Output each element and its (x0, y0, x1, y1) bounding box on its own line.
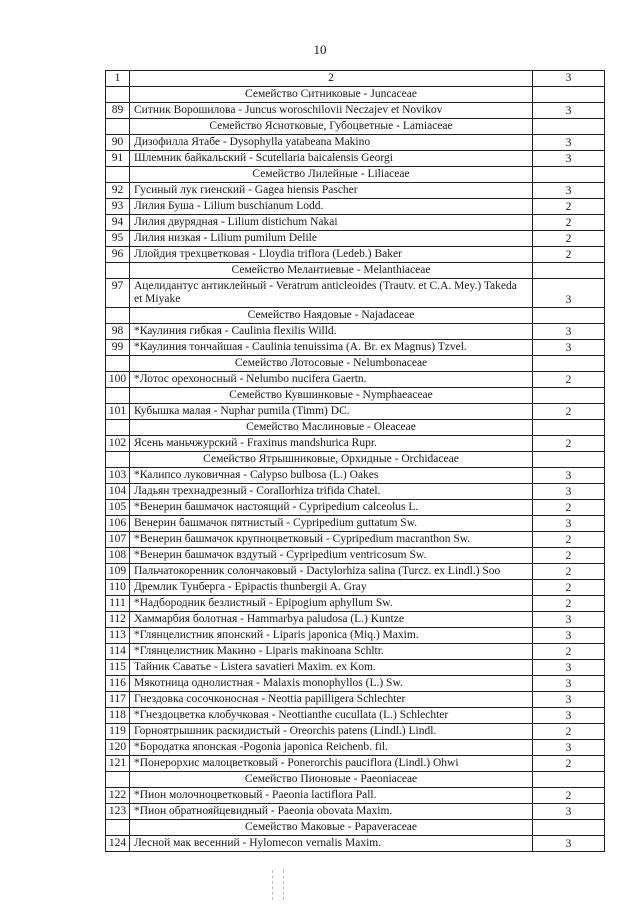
rarity-category: 2 (533, 500, 605, 516)
species-row (106, 231, 605, 247)
species-name: Гнездовка сосочконосная - Neottia papilligera Schlechter (130, 692, 533, 708)
family-empty-cell (106, 388, 130, 404)
family-row (106, 356, 605, 372)
species-name: *Гнездоцветка клобучковая - Neottianthe cucullata (L.) Schlechter (130, 708, 533, 724)
species-number: 122 (106, 788, 130, 804)
rarity-category: 2 (533, 756, 605, 772)
species-row (106, 247, 605, 263)
family-empty-cell (106, 452, 130, 468)
species-number: 121 (106, 756, 130, 772)
family-name: Семейство Маслиновые - Oleaceae (130, 420, 533, 436)
species-number: 102 (106, 436, 130, 452)
species-row (106, 724, 605, 740)
family-name: Семейство Наядовые - Najadaceae (130, 308, 533, 324)
family-empty-cell (106, 87, 130, 103)
family-row (106, 119, 605, 135)
rarity-category: 3 (533, 740, 605, 756)
rarity-category: 2 (533, 580, 605, 596)
rarity-category: 2 (533, 436, 605, 452)
species-row (106, 612, 605, 628)
species-row (106, 660, 605, 676)
species-table-container (105, 70, 605, 852)
rarity-category: 3 (533, 324, 605, 340)
family-empty-cell (106, 356, 130, 372)
species-row (106, 135, 605, 151)
species-name: *Пион обратнояйцевидный - Paeonia obovata Maxim. (130, 804, 533, 820)
rarity-category: 3 (533, 135, 605, 151)
species-number: 119 (106, 724, 130, 740)
rarity-category: 2 (533, 404, 605, 420)
family-empty-cell (533, 308, 605, 324)
species-row (106, 215, 605, 231)
family-empty-cell (533, 356, 605, 372)
species-number: 89 (106, 103, 130, 119)
family-name: Семейство Мелантиевые - Melanthiaceae (130, 263, 533, 279)
species-row (106, 340, 605, 356)
rarity-category: 2 (533, 215, 605, 231)
red-book-species-table (105, 70, 605, 852)
species-number: 98 (106, 324, 130, 340)
species-number: 106 (106, 516, 130, 532)
species-name: Дизофилла Ятабе - Dysophylla yatabeana Makino (130, 135, 533, 151)
rarity-category: 3 (533, 516, 605, 532)
rarity-category: 3 (533, 279, 605, 308)
family-empty-cell (106, 820, 130, 836)
species-number: 120 (106, 740, 130, 756)
species-row (106, 436, 605, 452)
species-row (106, 516, 605, 532)
species-name: Пальчатокоренник солончаковый - Dactylorhiza salina (Turcz. ex Lindl.) Soo (130, 564, 533, 580)
species-name: Ладьян трехнадрезный - Corallorhiza trifida Chatel. (130, 484, 533, 500)
species-row (106, 692, 605, 708)
species-number: 114 (106, 644, 130, 660)
species-number: 101 (106, 404, 130, 420)
family-row (106, 388, 605, 404)
family-row (106, 452, 605, 468)
species-row (106, 740, 605, 756)
species-number: 103 (106, 468, 130, 484)
species-row (106, 324, 605, 340)
rarity-category: 3 (533, 183, 605, 199)
family-row (106, 167, 605, 183)
family-name: Семейство Ситниковые - Juncaceae (130, 87, 533, 103)
family-empty-cell (106, 420, 130, 436)
species-number: 95 (106, 231, 130, 247)
family-name: Семейство Маковые - Papaveraceae (130, 820, 533, 836)
species-row (106, 804, 605, 820)
species-row (106, 183, 605, 199)
rarity-category: 3 (533, 660, 605, 676)
species-name: *Венерин башмачок крупноцветковый - Cypripedium macranthon Sw. (130, 532, 533, 548)
rarity-category: 3 (533, 676, 605, 692)
species-row (106, 564, 605, 580)
family-row (106, 820, 605, 836)
species-name: Гусиный лук гиенский - Gagea hiensis Pascher (130, 183, 533, 199)
species-row (106, 532, 605, 548)
header-col-name: 2 (130, 71, 533, 87)
species-row (106, 788, 605, 804)
species-name: Ситник Ворошилова - Juncus woroschilovii Neczajev et Novikov (130, 103, 533, 119)
species-number: 91 (106, 151, 130, 167)
species-row (106, 676, 605, 692)
rarity-category: 2 (533, 231, 605, 247)
rarity-category: 2 (533, 724, 605, 740)
species-number: 123 (106, 804, 130, 820)
table-header-row (106, 71, 605, 87)
species-number: 111 (106, 596, 130, 612)
species-name: *Бородатка японская -Pogonia japonica Reichenb. fil. (130, 740, 533, 756)
family-row (106, 420, 605, 436)
species-name: *Каулиния тончайшая - Caulinia tenuissima (A. Br. ex Magnus) Tzvel. (130, 340, 533, 356)
rarity-category: 2 (533, 596, 605, 612)
species-row (106, 836, 605, 852)
species-name: *Понерорхис малоцветковый - Ponerorchis pauciflora (Lindl.) Ohwi (130, 756, 533, 772)
rarity-category: 3 (533, 692, 605, 708)
species-row (106, 151, 605, 167)
rarity-category: 3 (533, 340, 605, 356)
species-row (106, 580, 605, 596)
species-number: 92 (106, 183, 130, 199)
species-name: Мякотница однолистная - Malaxis monophyllos (L.) Sw. (130, 676, 533, 692)
species-name: *Лотос орехоносный - Nelumbo nucifera Gaertn. (130, 372, 533, 388)
rarity-category: 2 (533, 788, 605, 804)
species-number: 109 (106, 564, 130, 580)
family-row (106, 772, 605, 788)
species-number: 112 (106, 612, 130, 628)
species-name: Хаммарбия болотная - Hammarbya paludosa (L.) Kuntze (130, 612, 533, 628)
species-name: Лилия Буша - Lilium buschianum Lodd. (130, 199, 533, 215)
species-name: Тайник Саватье - Listera savatieri Maxim. ex Kom. (130, 660, 533, 676)
family-empty-cell (533, 772, 605, 788)
species-name: Дремлик Тунберга - Epipactis thunbergii A. Gray (130, 580, 533, 596)
rarity-category: 2 (533, 372, 605, 388)
family-empty-cell (106, 167, 130, 183)
family-empty-cell (533, 167, 605, 183)
species-row (106, 500, 605, 516)
species-number: 105 (106, 500, 130, 516)
family-name: Семейство Пионовые - Paeoniaceae (130, 772, 533, 788)
species-name: *Глянцелистник японский - Liparis japonica (Miq.) Maxim. (130, 628, 533, 644)
family-empty-cell (533, 87, 605, 103)
species-row (106, 199, 605, 215)
rarity-category: 2 (533, 532, 605, 548)
rarity-category: 3 (533, 804, 605, 820)
species-number: 107 (106, 532, 130, 548)
family-empty-cell (533, 452, 605, 468)
species-row (106, 596, 605, 612)
species-name: Лесной мак весенний - Hylomecon vernalis Maxim. (130, 836, 533, 852)
species-name: *Каулиния гибкая - Caulinia flexilis Willd. (130, 324, 533, 340)
species-row (106, 628, 605, 644)
species-row (106, 756, 605, 772)
species-number: 96 (106, 247, 130, 263)
species-name: *Надбородник безлистный - Epipogium aphyllum Sw. (130, 596, 533, 612)
header-col-category: 3 (533, 71, 605, 87)
species-number: 118 (106, 708, 130, 724)
family-name: Семейство Лотосовые - Nelumbonaceae (130, 356, 533, 372)
species-number: 108 (106, 548, 130, 564)
family-empty-cell (533, 263, 605, 279)
family-empty-cell (533, 820, 605, 836)
species-name: Горноятрышник раскидистый - Oreorchis patens (Lindl.) Lindl. (130, 724, 533, 740)
rarity-category: 2 (533, 548, 605, 564)
species-name: Венерин башмачок пятнистый - Cypripedium guttatum Sw. (130, 516, 533, 532)
species-number: 94 (106, 215, 130, 231)
family-empty-cell (106, 772, 130, 788)
family-empty-cell (106, 308, 130, 324)
rarity-category: 2 (533, 644, 605, 660)
rarity-category: 2 (533, 564, 605, 580)
species-row (106, 404, 605, 420)
species-number: 90 (106, 135, 130, 151)
family-name: Семейство Кувшинковые - Nymphaeaceae (130, 388, 533, 404)
species-name: Кубышка малая - Nuphar pumila (Timm) DC. (130, 404, 533, 420)
species-name: *Пион молочноцветковый - Paeonia lactiflora Pall. (130, 788, 533, 804)
species-row (106, 708, 605, 724)
species-number: 117 (106, 692, 130, 708)
rarity-category: 3 (533, 151, 605, 167)
header-col-number: 1 (106, 71, 130, 87)
table-body (106, 71, 605, 852)
species-name: Ясень маньчжурский - Fraxinus mandshurica Rupr. (130, 436, 533, 452)
family-name: Семейство Лилейные - Liliaceae (130, 167, 533, 183)
rarity-category: 3 (533, 484, 605, 500)
species-name: Ацелидантус антиклейный - Veratrum anticleoides (Trautv. et C.A. Mey.) Takeda et Miyake (130, 279, 533, 308)
species-name: *Глянцелистник Макино - Liparis makinoana Schltr. (130, 644, 533, 660)
species-name: Лилия двурядная - Lilium distichum Nakai (130, 215, 533, 231)
family-empty-cell (533, 119, 605, 135)
family-empty-cell (106, 263, 130, 279)
species-name: Шлемник байкальский - Scutellaria baicalensis Georgi (130, 151, 533, 167)
species-number: 113 (106, 628, 130, 644)
family-row (106, 308, 605, 324)
species-number: 104 (106, 484, 130, 500)
species-name: Лилия низкая - Lilium pumilum Delile (130, 231, 533, 247)
species-row (106, 484, 605, 500)
species-number: 100 (106, 372, 130, 388)
family-row (106, 263, 605, 279)
species-number: 116 (106, 676, 130, 692)
rarity-category: 3 (533, 836, 605, 852)
family-row (106, 87, 605, 103)
species-row (106, 548, 605, 564)
species-name: Ллойдия трехцветковая - Lloydia triflora (Ledeb.) Baker (130, 247, 533, 263)
species-number: 97 (106, 279, 130, 308)
rarity-category: 3 (533, 612, 605, 628)
family-name: Семейство Яснотковые, Губоцветные - Lamiaceae (130, 119, 533, 135)
species-name: *Венерин башмачок настоящий - Cypripedium calceolus L. (130, 500, 533, 516)
species-row (106, 644, 605, 660)
species-name: *Венерин башмачок вздутый - Cypripedium ventricosum Sw. (130, 548, 533, 564)
rarity-category: 3 (533, 468, 605, 484)
species-number: 115 (106, 660, 130, 676)
rarity-category: 2 (533, 199, 605, 215)
page-number: 10 (313, 42, 327, 57)
species-number: 99 (106, 340, 130, 356)
family-empty-cell (533, 420, 605, 436)
species-number: 93 (106, 199, 130, 215)
species-number: 110 (106, 580, 130, 596)
family-empty-cell (533, 388, 605, 404)
species-row (106, 103, 605, 119)
family-empty-cell (106, 119, 130, 135)
rarity-category: 3 (533, 103, 605, 119)
rarity-category: 3 (533, 708, 605, 724)
species-name: *Калипсо луковичная - Calypso bulbosa (L.) Oakes (130, 468, 533, 484)
binding-mark (272, 870, 284, 900)
rarity-category: 3 (533, 628, 605, 644)
species-row (106, 279, 605, 308)
species-row (106, 468, 605, 484)
species-row (106, 372, 605, 388)
family-name: Семейство Ятрышниковые, Орхидные - Orchidaceae (130, 452, 533, 468)
species-number: 124 (106, 836, 130, 852)
rarity-category: 2 (533, 247, 605, 263)
